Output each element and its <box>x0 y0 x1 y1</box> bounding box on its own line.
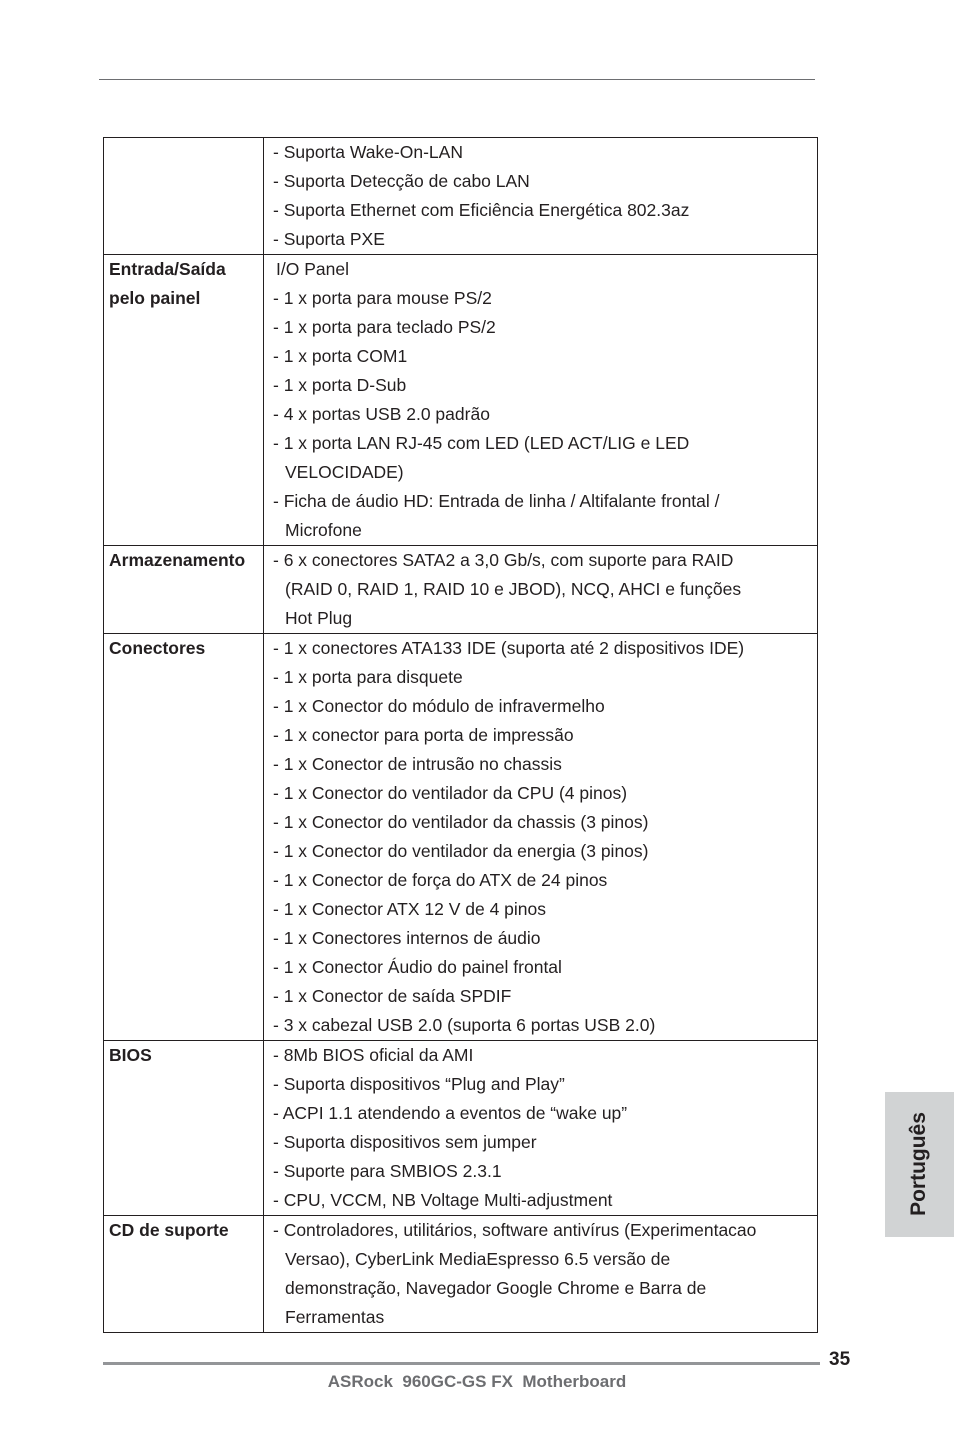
spec-item: - Suporta Ethernet com Eficiência Energética 802.3az <box>273 200 690 220</box>
spec-item: - Ficha de áudio HD: Entrada de linha / Altifalante frontal / <box>273 491 720 511</box>
spec-item: - 1 x Conector de intrusão no chassis <box>273 754 562 774</box>
spec-item: - Suporta dispositivos “Plug and Play” <box>273 1074 565 1094</box>
spec-value-cell <box>264 1216 818 1333</box>
spec-label-cell <box>104 546 264 634</box>
spec-item: Hot Plug <box>285 608 353 628</box>
spec-item: - 1 x Conector do ventilador da CPU (4 pinos) <box>273 783 628 803</box>
spec-label: BIOS <box>109 1045 152 1065</box>
spec-item: I/O Panel <box>276 259 349 279</box>
spec-item: - 1 x Conector do módulo de infravermelho <box>273 696 605 716</box>
page-number: 35 <box>829 1349 851 1370</box>
spec-item: Versao), CyberLink MediaEspresso 6.5 versão de <box>285 1249 671 1269</box>
spec-item: - 6 x conectores SATA2 a 3,0 Gb/s, com suporte para RAID <box>273 550 734 570</box>
spec-item: - 1 x porta para mouse PS/2 <box>273 288 492 308</box>
spec-value-cell <box>264 255 818 546</box>
spec-label-cell <box>104 1041 264 1216</box>
spec-value-cell <box>264 634 818 1041</box>
spec-item-list <box>264 255 817 545</box>
spec-label: pelo painel <box>109 288 201 308</box>
spec-item: - 1 x porta para teclado PS/2 <box>273 317 496 337</box>
spec-row <box>104 138 818 255</box>
spec-item-list <box>264 1041 817 1215</box>
spec-row <box>104 255 818 546</box>
top-rule <box>99 79 815 80</box>
spec-item-list <box>264 634 817 1040</box>
spec-label: Conectores <box>109 638 206 658</box>
spec-item: - 8Mb BIOS oficial da AMI <box>273 1045 474 1065</box>
spec-item: VELOCIDADE) <box>285 462 404 482</box>
spec-item: - 1 x conectores ATA133 IDE (suporta até 2 dispositivos IDE) <box>273 638 745 658</box>
spec-item: - Suporta Detecção de cabo LAN <box>273 171 530 191</box>
spec-value-cell <box>264 138 818 255</box>
spec-item-list <box>264 1216 817 1332</box>
spec-label: CD de suporte <box>109 1220 229 1240</box>
spec-item: - 1 x Conector de saída SPDIF <box>273 986 512 1006</box>
spec-item: - Suporte para SMBIOS 2.3.1 <box>273 1161 502 1181</box>
spec-item: - 1 x Conector de força do ATX de 24 pinos <box>273 870 608 890</box>
spec-item: - 1 x porta LAN RJ-45 com LED (LED ACT/LIG e LED <box>273 433 690 453</box>
spec-row <box>104 634 818 1041</box>
spec-row <box>104 1216 818 1333</box>
spec-item: - 1 x porta D-Sub <box>273 375 407 395</box>
spec-item: - 1 x porta para disquete <box>273 667 463 687</box>
spec-label-cell <box>104 634 264 1041</box>
spec-item: - 1 x conector para porta de impressão <box>273 725 574 745</box>
spec-table <box>103 137 818 1333</box>
spec-item: - 4 x portas USB 2.0 padrão <box>273 404 490 424</box>
spec-item: - Suporta Wake-On-LAN <box>273 142 463 162</box>
spec-item: - Controladores, utilitários, software antivírus (Experimentacao <box>273 1220 757 1240</box>
spec-item-list <box>264 546 817 633</box>
spec-item: - Suporta dispositivos sem jumper <box>273 1132 537 1152</box>
spec-item: - 1 x Conector Áudio do painel frontal <box>273 957 562 977</box>
spec-value-cell <box>264 1041 818 1216</box>
spec-label-cell <box>104 138 264 255</box>
language-tab-label: Português <box>907 1112 930 1216</box>
spec-row <box>104 1041 818 1216</box>
spec-row <box>104 546 818 634</box>
spec-label-cell <box>104 255 264 546</box>
spec-item: - ACPI 1.1 atendendo a eventos de “wake up” <box>273 1103 628 1123</box>
spec-item-list <box>264 138 817 254</box>
spec-item: - 1 x porta COM1 <box>273 346 408 366</box>
spec-item: - CPU, VCCM, NB Voltage Multi-adjustment <box>273 1190 613 1210</box>
spec-label-cell <box>104 1216 264 1333</box>
spec-item: - 1 x Conector do ventilador da energia (3 pinos) <box>273 841 649 861</box>
spec-item: - 1 x Conectores internos de áudio <box>273 928 541 948</box>
spec-item: - 3 x cabezal USB 2.0 (suporta 6 portas USB 2.0) <box>273 1015 656 1035</box>
spec-item: Ferramentas <box>285 1307 385 1327</box>
footer-title: ASRock 960GC-GS FX Motherboard <box>327 1372 627 1391</box>
spec-label: Entrada/Saída <box>109 259 226 279</box>
spec-item: - 1 x Conector ATX 12 V de 4 pinos <box>273 899 547 919</box>
spec-item: (RAID 0, RAID 1, RAID 10 e JBOD), NCQ, AHCI e funções <box>285 579 742 599</box>
spec-item: Microfone <box>285 520 362 540</box>
spec-value-cell <box>264 546 818 634</box>
bottom-rule <box>103 1362 820 1365</box>
spec-label: Armazenamento <box>109 550 246 570</box>
spec-item: - 1 x Conector do ventilador da chassis (3 pinos) <box>273 812 649 832</box>
spec-item: demonstração, Navegador Google Chrome e Barra de <box>285 1278 707 1298</box>
language-tab <box>885 1092 954 1237</box>
spec-table-body <box>104 138 818 1333</box>
spec-item: - Suporta PXE <box>273 229 385 249</box>
